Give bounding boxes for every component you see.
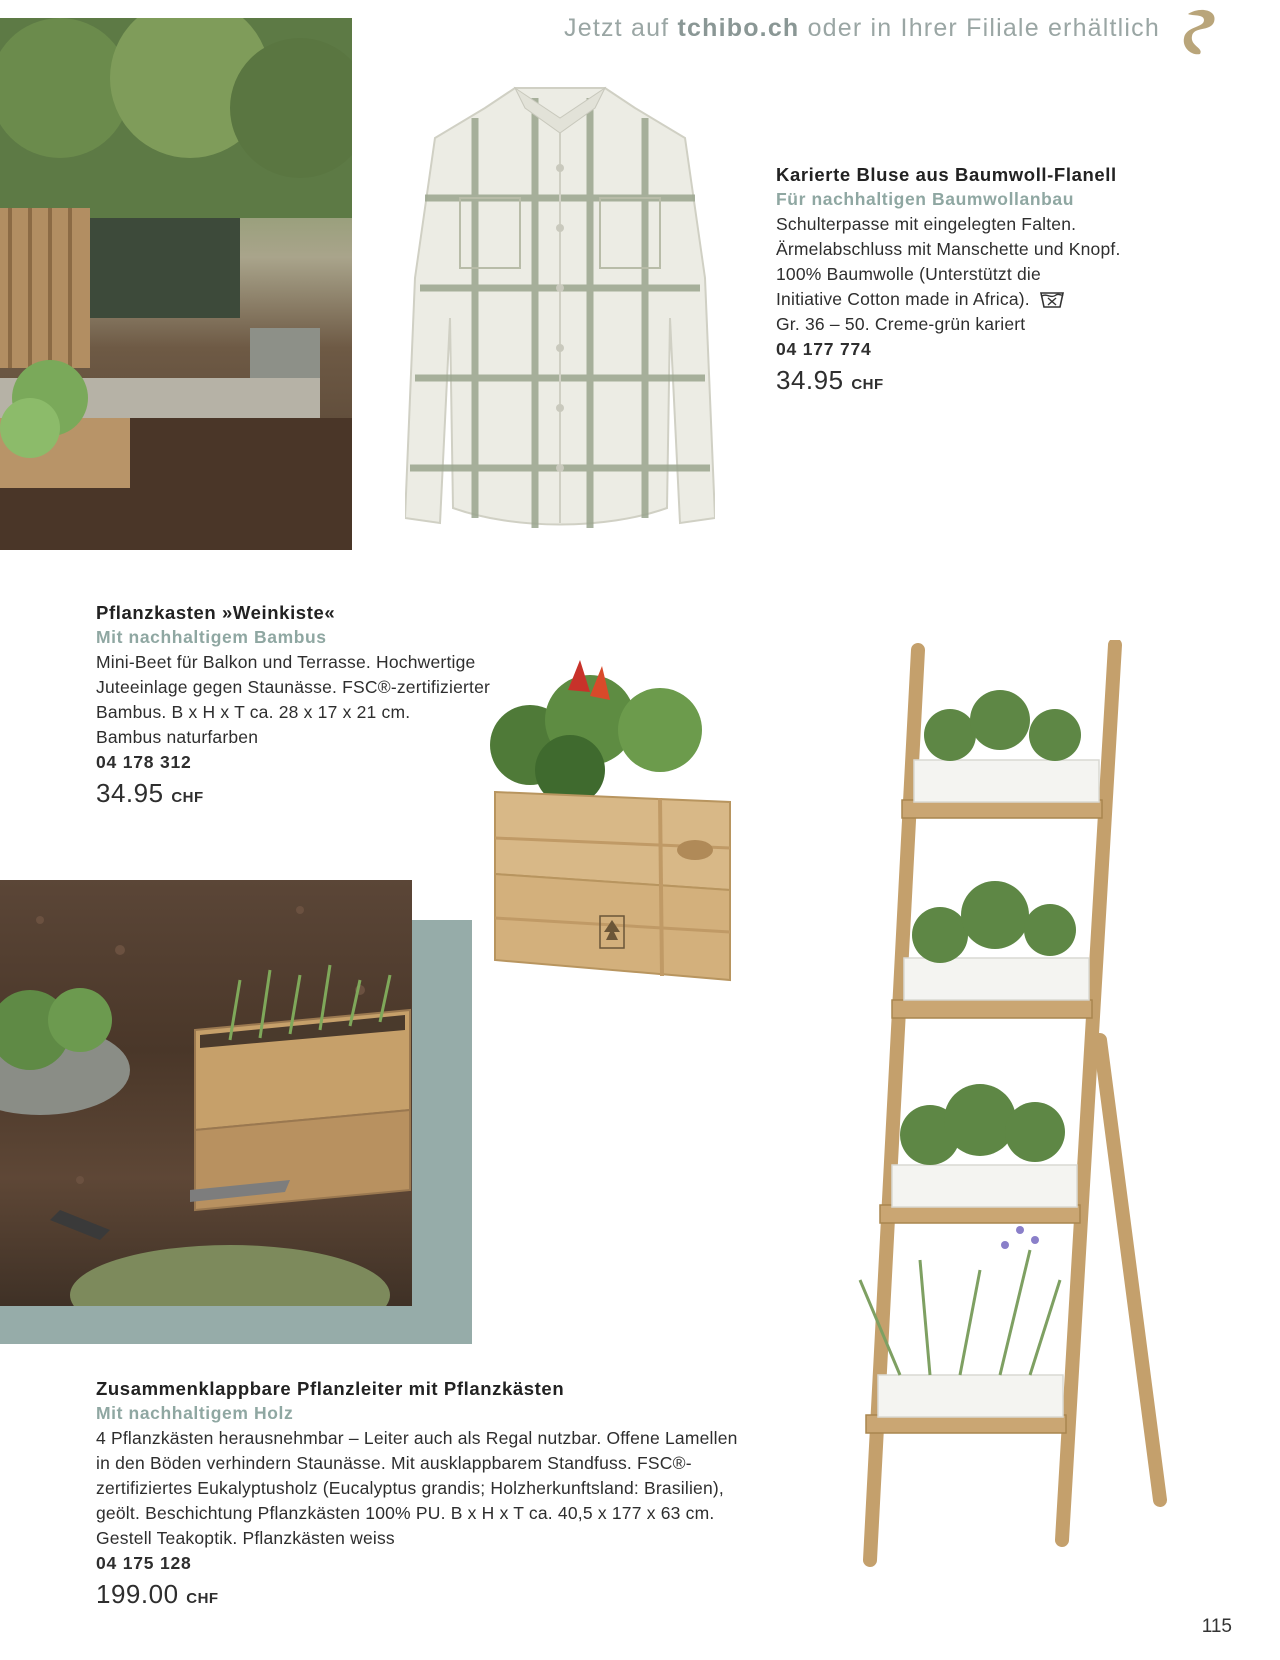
article-number: 04 178 312: [96, 752, 192, 772]
price-currency: CHF: [851, 376, 884, 393]
product-title: Zusammenklappbare Pflanzleiter mit Pflanzkästen: [96, 1378, 565, 1399]
product-description-line-with-icon: [776, 287, 1121, 312]
product-description-line: Gestell Teakoptik. Pflanzkästen weiss: [96, 1528, 395, 1548]
product-description-line: Initiative Cotton made in Africa).: [776, 289, 1030, 309]
product-planter-box: [96, 600, 490, 810]
product-price: [96, 778, 490, 810]
header-site-link[interactable]: tchibo.ch: [677, 14, 800, 42]
product-subtitle: Für nachhaltigen Baumwollanbau: [776, 189, 1075, 209]
product-description-line: zertifiziertes Eukalyptusholz (Eucalyptus grandis; Holzherkunftsland: Brasilien),: [96, 1478, 724, 1498]
price-value: 199.00: [96, 1579, 179, 1609]
header-prefix: Jetzt auf: [564, 14, 670, 42]
photo-checked-blouse: [405, 78, 715, 538]
photo-planter-boxes-on-soil: [0, 880, 412, 1306]
product-subtitle: Mit nachhaltigem Bambus: [96, 627, 327, 647]
tchibo-logo-icon: [1170, 4, 1224, 58]
product-plant-ladder: [96, 1376, 738, 1611]
product-subtitle: Mit nachhaltigem Holz: [96, 1403, 294, 1423]
price-currency: CHF: [171, 789, 204, 806]
product-description-line: Schulterpasse mit eingelegten Falten.: [776, 214, 1077, 234]
product-description-line: Bambus. B x H x T ca. 28 x 17 x 21 cm.: [96, 702, 411, 722]
product-description-line: Mini-Beet für Balkon und Terrasse. Hochwertige: [96, 652, 476, 672]
photo-plant-ladder: [830, 640, 1170, 1580]
product-description-line: Gr. 36 – 50. Creme-grün kariert: [776, 314, 1026, 334]
photo-garden-scene: [0, 18, 352, 550]
header-suffix: oder in Ihrer Filiale erhältlich: [807, 14, 1160, 42]
page-number: 115: [1201, 1616, 1232, 1637]
product-blouse: [776, 162, 1121, 397]
product-description-line: Bambus naturfarben: [96, 727, 259, 747]
product-price: [96, 1579, 738, 1611]
price-value: 34.95: [96, 778, 164, 808]
product-description-line: geölt. Beschichtung Pflanzkästen 100% PU. B x H x T ca. 40,5 x 177 x 63 cm.: [96, 1503, 715, 1523]
product-price: [776, 365, 1121, 397]
product-description-line: Ärmelabschluss mit Manschette und Knopf.: [776, 239, 1121, 259]
product-description-line: Juteeinlage gegen Staunässe. FSC®-zertifizierter: [96, 677, 491, 697]
article-number: 04 177 774: [776, 339, 872, 359]
product-description-line: 4 Pflanzkästen herausnehmbar – Leiter auch als Regal nutzbar. Offene Lamellen: [96, 1428, 738, 1448]
product-description-line: in den Böden verhindern Staunässe. Mit ausklappbarem Standfuss. FSC®-: [96, 1453, 692, 1473]
header-availability: [564, 14, 1160, 43]
photo-wine-crate-planter: [440, 660, 740, 990]
article-number: 04 175 128: [96, 1553, 192, 1573]
product-description-line: 100% Baumwolle (Unterstützt die: [776, 264, 1041, 284]
wash-care-icon: [1039, 290, 1065, 310]
price-currency: CHF: [186, 1590, 219, 1607]
product-title: Pflanzkasten »Weinkiste«: [96, 602, 336, 623]
price-value: 34.95: [776, 365, 844, 395]
product-title: Karierte Bluse aus Baumwoll-Flanell: [776, 164, 1117, 185]
